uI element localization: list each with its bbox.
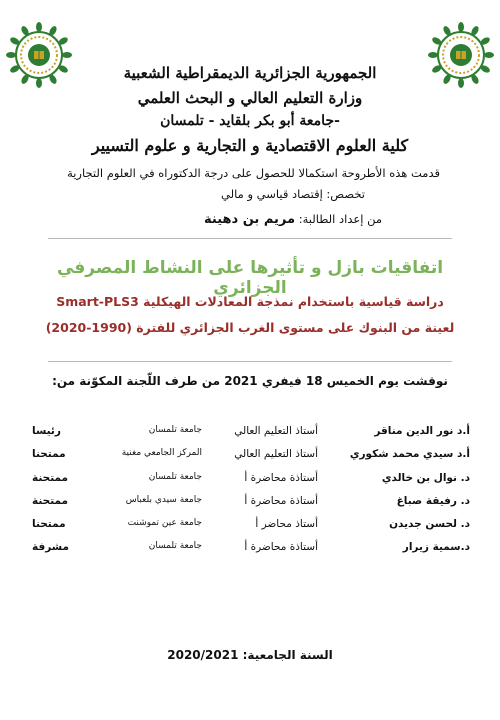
jury-row [30, 425, 470, 447]
jury-row [30, 541, 470, 563]
student-name: مريم بن دهينة [204, 212, 296, 227]
jury-row [30, 472, 470, 494]
jury-name: د.سمية زيرار [402, 541, 470, 553]
university-seal-right-icon [428, 22, 494, 88]
jury-role: ممتحنا [32, 448, 66, 460]
header-faculty: كلية العلوم الاقتصادية و التجارية و علوم التسيير [91, 136, 409, 155]
jury-rank: أستاذة محاضرة أ [244, 541, 318, 553]
jury-role: ممتحنة [32, 472, 69, 484]
divider-top [48, 238, 452, 239]
header-ministry: وزارة التعليم العالي و البحث العلمي [137, 89, 363, 107]
jury-role: ممتحنا [32, 518, 66, 530]
header-republic: الجمهورية الجزائرية الديمقراطية الشعبية [123, 64, 377, 82]
academic-year: السنة الجامعية: 2020/2021 [167, 648, 333, 662]
thesis-specialty: تخصص: إقتصاد قياسي و مالي [221, 187, 365, 201]
header-university: -جامعة أبو بكر بلقايد - تلمسان [160, 113, 340, 129]
student-line [204, 212, 382, 227]
jury-university: جامعة سيدي بلعباس [125, 495, 202, 505]
jury-rank: أستاذة محاضرة أ [244, 495, 318, 507]
jury-university: جامعة تلمسان [148, 425, 202, 435]
university-seal-left-icon [6, 22, 72, 88]
jury-university: جامعة عين تموشنت [127, 518, 202, 528]
jury-row [30, 518, 470, 540]
jury-name: أ.د سيدي محمد شكوري [349, 448, 470, 460]
jury-rank: أستاذ محاضر أ [255, 518, 318, 530]
jury-rank: أستاذة محاضرة أ [244, 472, 318, 484]
jury-name: د. نوال بن خالدي [381, 472, 470, 484]
jury-university: المركز الجامعي مغنية [121, 448, 202, 458]
thesis-subtitle-2: لعينة من البنوك على مستوى الغرب الجزائري للفترة (1990-2020) [45, 320, 455, 335]
thesis-purpose: قدمت هذه الأطروحة استكمالا للحصول على درجة الدكتوراه في العلوم التجارية [67, 166, 440, 180]
jury-university: جامعة تلمسان [148, 472, 202, 482]
jury-university: جامعة تلمسان [148, 541, 202, 551]
jury-row [30, 448, 470, 470]
jury-rank: أستاذ التعليم العالي [234, 425, 318, 437]
jury-rank: أستاذ التعليم العالي [234, 448, 318, 460]
jury-role: مشرفة [32, 541, 69, 553]
jury-name: أ.د نور الدين مناقر [374, 425, 470, 437]
student-label: من إعداد الطالبة: [298, 212, 382, 226]
jury-role: ممتحنة [32, 495, 69, 507]
jury-name: د. رفيقة صباغ [396, 495, 470, 507]
jury-row [30, 495, 470, 517]
defense-statement: نوقشت يوم الخميس 18 فيفري 2021 من طرف اللّجنة المكوّنة من: [52, 374, 448, 388]
divider-bottom [48, 361, 452, 362]
jury-name: د. لحسن جديدن [389, 518, 470, 530]
thesis-title: اتفاقيات بازل و تأثيرها على النشاط المصرفي الجزائري [56, 258, 444, 298]
thesis-subtitle-1: دراسة قياسية باستخدام نمذجة المعادلات الهيكلية Smart-PLS3 [56, 294, 444, 309]
jury-role: رئيسا [32, 425, 61, 437]
